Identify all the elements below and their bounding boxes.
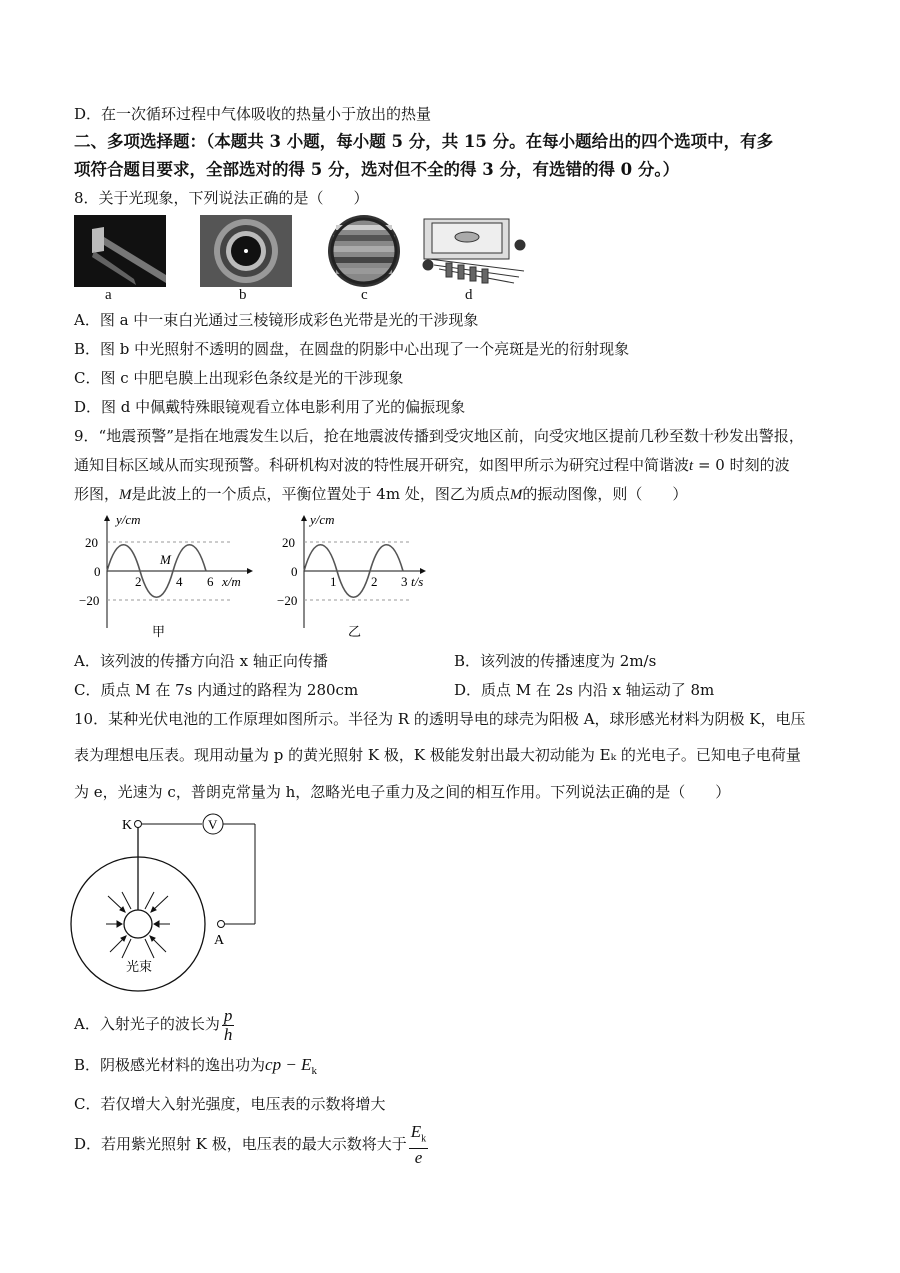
figure-a-label: a [105, 287, 112, 303]
q9-option-c: C．质点 M 在 7s 内通过的路程为 280cm [74, 681, 359, 699]
q8-option-d: D．图 d 中佩戴特殊眼镜观看立体电影利用了光的偏振现象 [74, 398, 466, 416]
q9-option-a: A．该列波的传播方向沿 x 轴正向传播 [74, 652, 328, 670]
svg-text:1: 1 [330, 574, 337, 589]
q10-option-c: C．若仅增大入射光强度，电压表的示数将增大 [74, 1095, 386, 1113]
svg-text:K: K [122, 818, 133, 833]
svg-text:x/m: x/m [222, 574, 241, 589]
svg-text:20: 20 [85, 535, 98, 550]
q10-option-d: D．若用紫光照射 K 极，电压表的最大示数将大于 $\frac{E_k}{e}$ [74, 1122, 427, 1168]
svg-text:甲: 甲 [152, 624, 166, 639]
section-heading-line1: 二、多项选择题：（本题共 3 小题，每小题 5 分，共 15 分。在每小题给出的四个选项中，有多 [74, 132, 774, 151]
figure-c-soap-film-image [328, 215, 400, 287]
q8-stem: 8．关于光现象，下列说法正确的是（ ） [74, 189, 369, 207]
svg-text:y/cm: y/cm [310, 512, 335, 527]
svg-text:0: 0 [94, 564, 101, 579]
figure-b-diffraction-image [200, 215, 292, 287]
svg-text:乙: 乙 [348, 624, 362, 639]
q9-stem-line2: 通知目标区域从而实现预警。科研机构对波的特性展开研究，如图甲所示为研究过程中简谐波t = 0 时刻的波 [74, 456, 790, 474]
photocell-diagram [70, 812, 270, 992]
q8-option-b: B．图 b 中光照射不透明的圆盘，在圆盘的阴影中心出现了一个亮斑是光的衍射现象 [74, 340, 630, 358]
svg-text:2: 2 [135, 574, 142, 589]
figure-b-label: b [239, 287, 247, 303]
graph-yi [277, 508, 440, 643]
figure-d-label: d [465, 287, 473, 303]
section-heading-line2: 项符合题目要求，全部选对的得 5 分，选对但不全的得 3 分，有选错的得 0 分。） [74, 160, 680, 179]
q10-stem-line1: 10．某种光伏电池的工作原理如图所示。半径为 R 的透明导电的球壳为阳极 A，球形感光材料为阴极 K，电压 [74, 710, 806, 728]
svg-text:3: 3 [401, 574, 408, 589]
q10-stem-line3: 为 e，光速为 c，普朗克常量为 h，忽略光电子重力及之间的相互作用。下列说法正确的是（ ） [74, 783, 731, 801]
q10-stem-line2: 表为理想电压表。现用动量为 p 的黄光照射 K 极，K 极能发射出最大初动能为 Eₖ 的光电子。已知电子电荷量 [74, 746, 801, 764]
q9-stem-line3: 形图，M是此波上的一个质点，平衡位置处于 4m 处，图乙为质点M的振动图像，则（ ） [74, 485, 688, 503]
svg-text:A: A [214, 933, 225, 948]
svg-text:20: 20 [282, 535, 295, 550]
q10-option-a: A．入射光子的波长为 $\frac{p}{h}$ [74, 1005, 233, 1044]
svg-text:−20: −20 [277, 593, 298, 608]
graph-jia [80, 508, 260, 643]
svg-text:V: V [208, 817, 218, 832]
figure-c-label: c [361, 287, 368, 303]
svg-text:M: M [160, 552, 171, 567]
q9-option-d: D．质点 M 在 2s 内沿 x 轴运动了 8m [454, 681, 715, 699]
svg-text:光束: 光束 [126, 959, 153, 974]
q8-figures [74, 215, 534, 290]
q8-option-a: A．图 a 中一束白光通过三棱镜形成彩色光带是光的干涉现象 [74, 311, 479, 329]
q9-stem-line1: 9．“地震预警”是指在地震发生以后，抢在地震波传播到受灾地区前，向受灾地区提前几秒至数十秒发出警报， [74, 427, 804, 445]
svg-text:6: 6 [207, 574, 214, 589]
svg-text:2: 2 [371, 574, 378, 589]
q9-option-b: B．该列波的传播速度为 2m/s [454, 652, 657, 670]
figure-a-prism-image [74, 215, 166, 287]
svg-text:y/cm: y/cm [116, 512, 141, 527]
q8-option-c: C．图 c 中肥皂膜上出现彩色条纹是光的干涉现象 [74, 369, 404, 387]
q7-option-d: D．在一次循环过程中气体吸收的热量小于放出的热量 [74, 105, 432, 123]
svg-text:−20: −20 [79, 593, 100, 608]
svg-text:0: 0 [291, 564, 298, 579]
figure-d-polarization-image [423, 219, 525, 283]
svg-text:t/s: t/s [411, 574, 424, 589]
svg-text:4: 4 [176, 574, 183, 589]
q10-option-b: B．阴极感光材料的逸出功为cp − $E_k$ [74, 1055, 317, 1077]
